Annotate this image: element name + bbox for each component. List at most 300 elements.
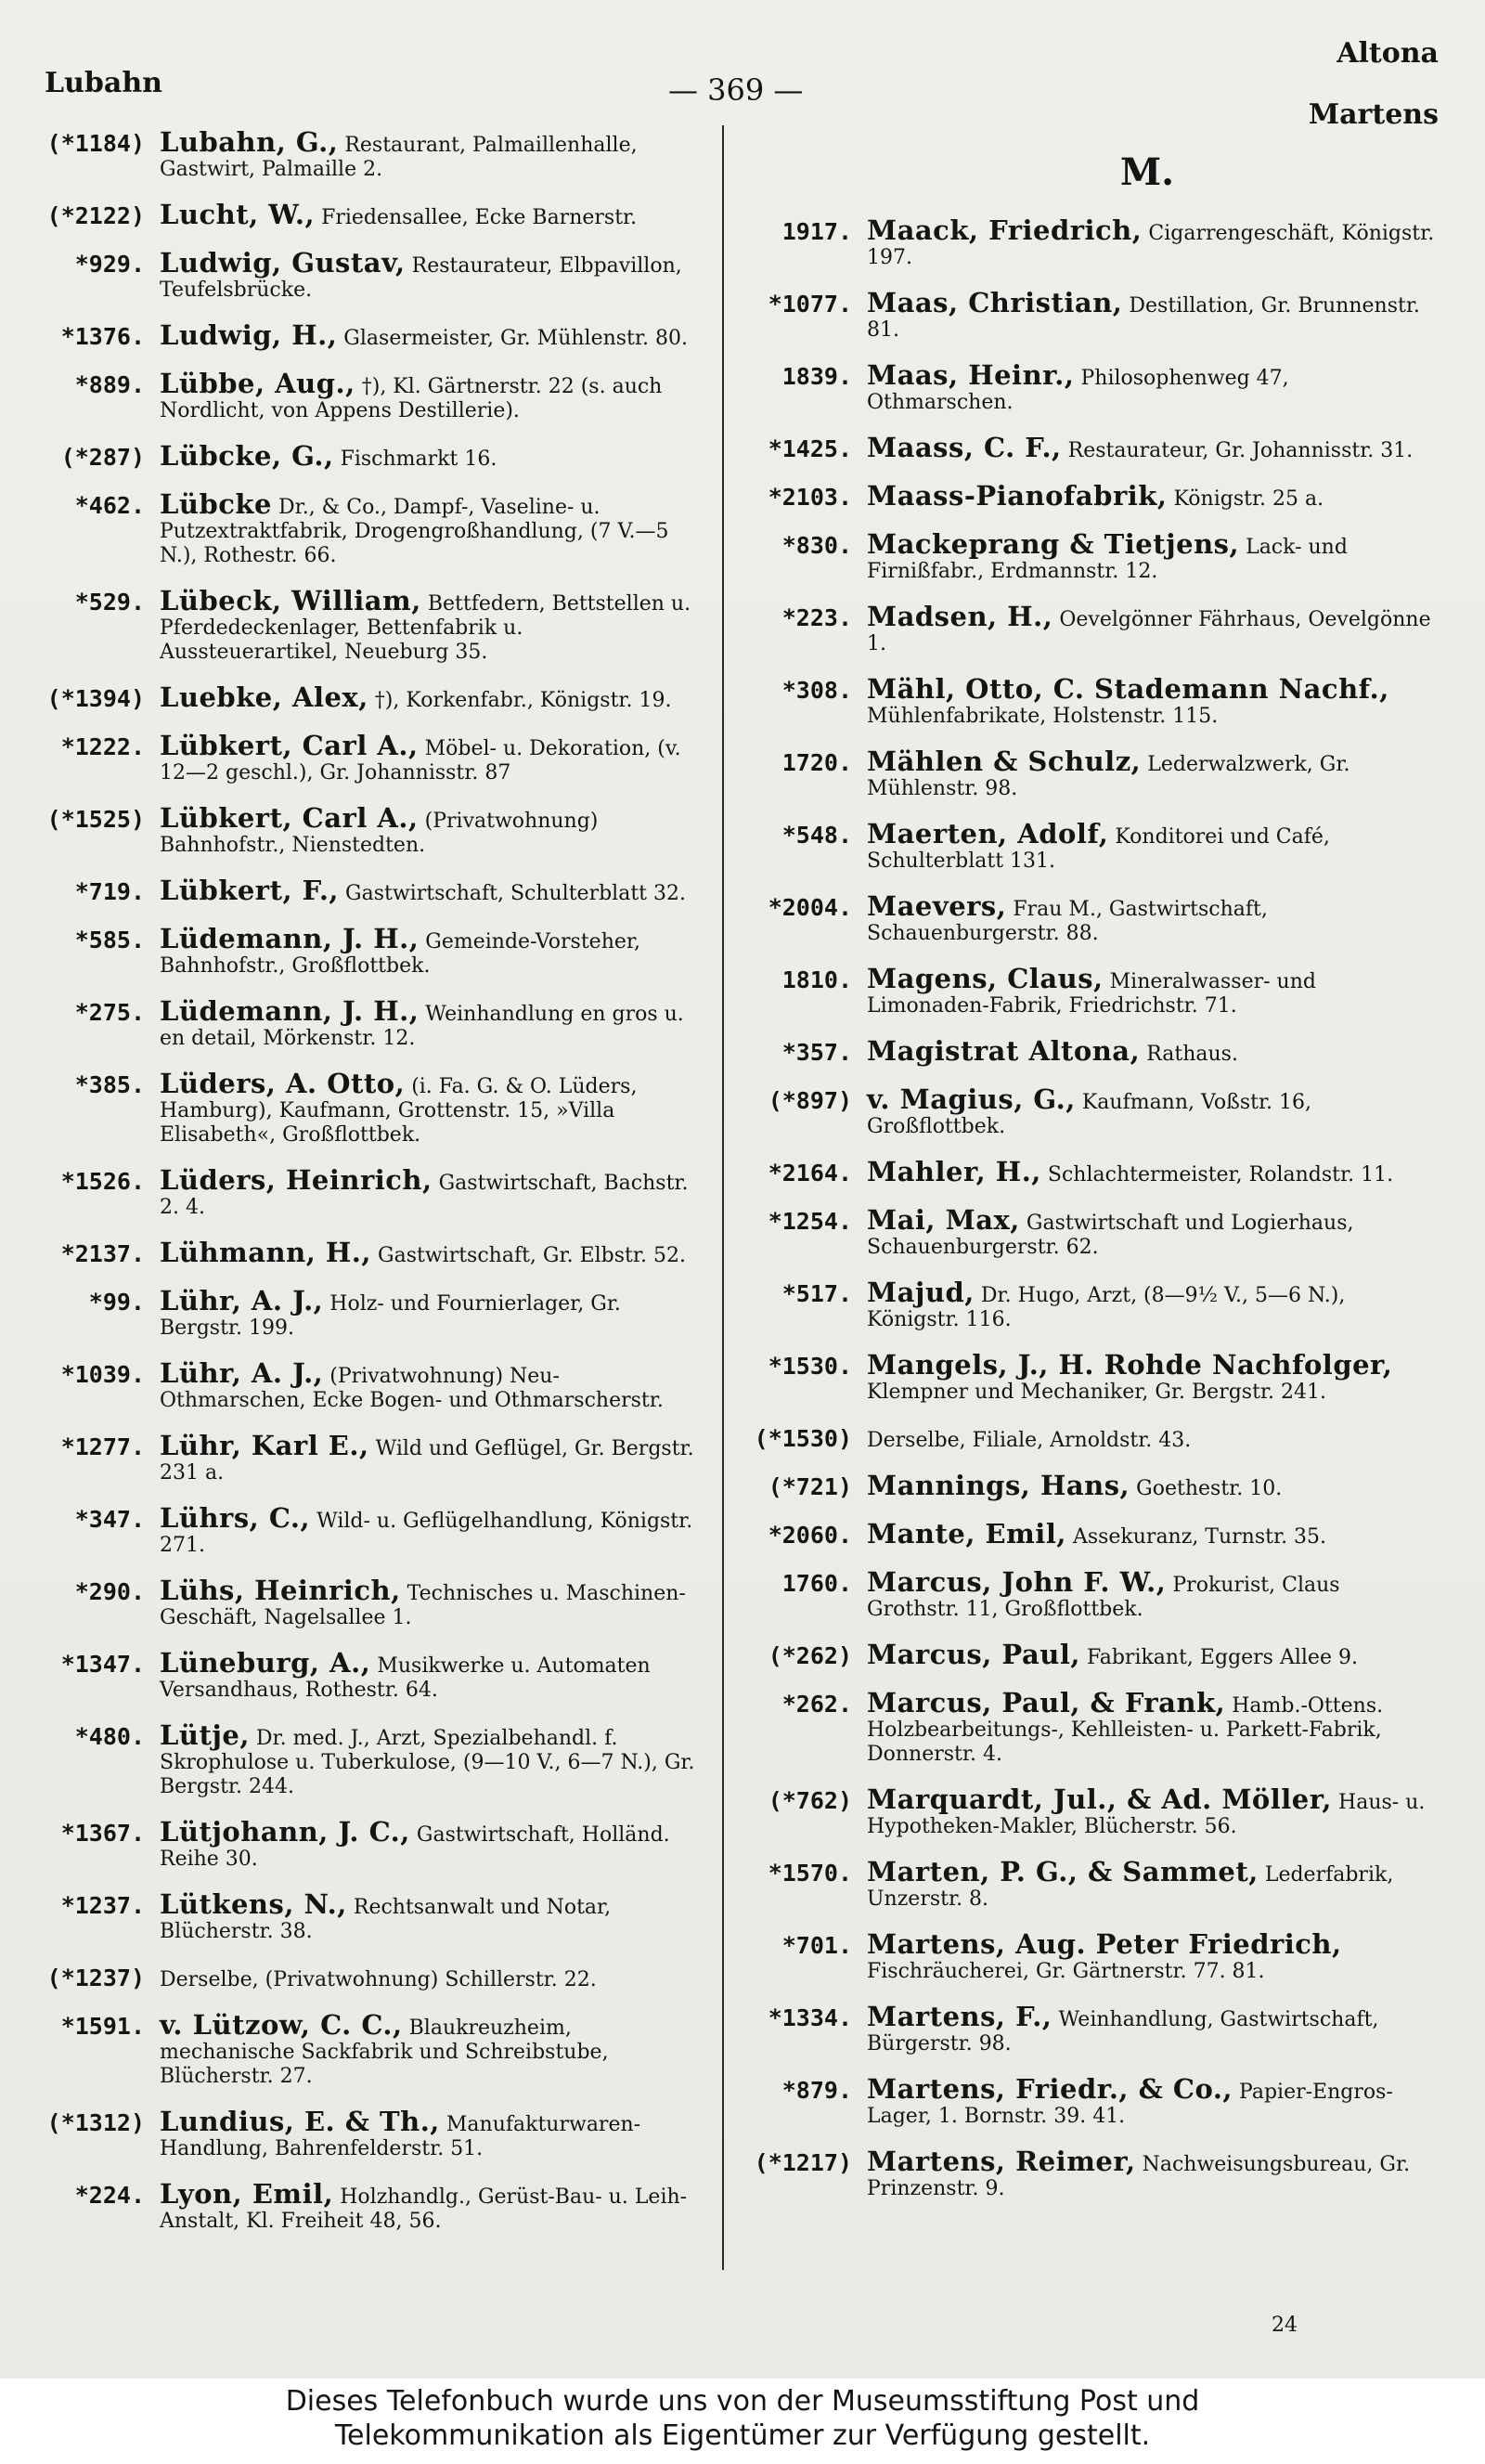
- entry-body: [160, 923, 700, 979]
- entry-body: [867, 214, 1435, 270]
- entry-name: Marten, P. G., & Sammet,: [867, 1856, 1259, 1887]
- directory-entry: [13, 1430, 700, 1485]
- entry-phone-number: (*897): [768, 1087, 852, 1114]
- entry-phone-number: (*262): [768, 1642, 852, 1669]
- entry-body: [160, 875, 700, 906]
- entry-phone-number: *548.: [781, 822, 852, 849]
- entry-phone-number: *1039.: [60, 1361, 145, 1388]
- entry-name: Lühs, Heinrich,: [160, 1575, 401, 1606]
- directory-entry: [13, 585, 700, 665]
- entry-name: Mante, Emil,: [867, 1518, 1066, 1550]
- entry-details: †), Kl. Gärtnerstr. 22 (s. auch Nordlicht, von Appens Destillerie).: [160, 375, 663, 422]
- entry-body: [867, 528, 1435, 584]
- directory-entry: [13, 1285, 700, 1341]
- entry-details: Lederfabrik, Unzerstr. 8.: [867, 1863, 1394, 1911]
- entry-name: Martens, F.,: [867, 2001, 1052, 2032]
- entry-body: [867, 2073, 1435, 2129]
- directory-entry: [720, 1566, 1435, 1622]
- entry-body: [160, 126, 700, 182]
- directory-entry: [720, 528, 1435, 584]
- entry-body: [160, 2106, 700, 2161]
- entry-name: Mangels, J., H. Rohde Nachfolger,: [867, 1349, 1393, 1381]
- directory-entry: [13, 1888, 700, 1944]
- entry-phone-number: *2103.: [768, 484, 852, 511]
- entry-details: Musikwerke u. Automaten Versandhaus, Rothestr. 64.: [160, 1654, 651, 1702]
- directory-entry: [13, 923, 700, 979]
- entry-phone-number: *889.: [74, 371, 145, 398]
- entry-name: Lubahn, G.,: [160, 126, 339, 158]
- entry-phone-number: *290.: [74, 1578, 145, 1605]
- entry-details: Mühlenfabrikate, Holstenstr. 115.: [867, 705, 1219, 728]
- entry-details: Holz- und Fournierlager, Gr. Bergstr. 199.: [160, 1292, 621, 1340]
- entry-body: [867, 287, 1435, 343]
- entry-name: Lucht, W.,: [160, 199, 316, 230]
- entry-phone-number: 1839.: [781, 363, 852, 390]
- entry-phone-number: *2060.: [768, 1522, 852, 1549]
- entry-phone-number: *1530.: [768, 1353, 852, 1380]
- entry-body: [867, 890, 1435, 946]
- entry-name: Martens, Reimer,: [867, 2146, 1136, 2177]
- entry-details: Technisches u. Maschinen-Geschäft, Nagelsallee 1.: [160, 1582, 686, 1629]
- entry-details: Lack- und Firnißfabr., Erdmannstr. 12.: [867, 536, 1348, 583]
- entry-details: Konditorei und Café, Schulterblatt 131.: [867, 825, 1330, 873]
- directory-entry: [720, 1639, 1435, 1670]
- entry-details: Rathaus.: [1146, 1043, 1238, 1066]
- directory-entry: [13, 2178, 700, 2234]
- entry-body: [160, 2178, 700, 2234]
- entry-body: [867, 1083, 1435, 1139]
- directory-entry: [720, 1083, 1435, 1139]
- entry-name: Lühr, A. J.,: [160, 1357, 324, 1389]
- entry-name: v. Lützow, C. C.,: [160, 2009, 403, 2041]
- entry-phone-number: *223.: [781, 604, 852, 631]
- entry-name: Lüdemann, J. H.,: [160, 995, 420, 1027]
- entry-details: Blaukreuzheim, mechanische Sackfabrik und Schreibstube, Blücherstr. 27.: [160, 2017, 609, 2088]
- entry-name: Marcus, John F. W.,: [867, 1566, 1167, 1598]
- directory-entry: [720, 818, 1435, 874]
- right-column-entries: [720, 214, 1435, 2201]
- entry-details: †), Korkenfabr., Königstr. 19.: [374, 689, 672, 712]
- entry-name: Lühr, A. J.,: [160, 1285, 324, 1316]
- entry-name: Lübkert, Carl A.,: [160, 730, 419, 761]
- entry-name: Marcus, Paul,: [867, 1639, 1080, 1670]
- directory-entry: [13, 368, 700, 423]
- entry-body: [867, 1687, 1435, 1767]
- directory-entry: [13, 802, 700, 858]
- directory-entry: [720, 1783, 1435, 1839]
- entry-details: Klempner und Mechaniker, Gr. Bergstr. 241.: [867, 1381, 1326, 1404]
- entry-phone-number: (*2122): [46, 202, 145, 229]
- entry-body: [160, 1430, 700, 1485]
- entry-name: Lundius, E. & Th.,: [160, 2106, 440, 2137]
- entry-name: Maas, Christian,: [867, 287, 1123, 318]
- entry-details: Restaurateur, Elbpavillon, Teufelsbrücke.: [160, 254, 682, 302]
- entry-body: [160, 199, 700, 230]
- entry-body: [160, 1816, 700, 1872]
- entry-phone-number: *1591.: [60, 2013, 145, 2040]
- entry-details: Mineralwasser- und Limonaden-Fabrik, Friedrichstr. 71.: [867, 970, 1316, 1018]
- entry-details: Papier-Engros-Lager, 1. Bornstr. 39. 41.: [867, 2081, 1393, 2128]
- entry-body: [867, 601, 1435, 656]
- entry-body: [160, 1164, 700, 1220]
- entry-body: [867, 1204, 1435, 1260]
- entry-details: Philosophenweg 47, Othmarschen.: [867, 367, 1289, 414]
- entry-name: Mannings, Hans,: [867, 1470, 1130, 1501]
- entry-name: Maas, Heinr.,: [867, 359, 1075, 391]
- entry-body: [160, 585, 700, 665]
- entry-details: Dr. med. J., Arzt, Spezialbehandl. f. Skrophulose u. Tuberkulose, (9—10 V., 6—7 N.), Gr. Bergstr. 244.: [160, 1727, 695, 1798]
- directory-entry: [720, 1425, 1435, 1453]
- directory-entry: [13, 2106, 700, 2161]
- directory-entry: [13, 1237, 700, 1268]
- entry-name: Mähl, Otto, C. Stademann Nachf.,: [867, 673, 1389, 705]
- entry-phone-number: *1570.: [768, 1860, 852, 1887]
- directory-entry: [720, 1856, 1435, 1912]
- header-right-city: Altona: [1336, 37, 1439, 70]
- entry-name: Lütje,: [160, 1719, 250, 1751]
- entry-phone-number: *2137.: [60, 1240, 145, 1267]
- entry-name: Magistrat Altona,: [867, 1035, 1141, 1067]
- entry-body: [160, 1237, 700, 1268]
- entry-details: Goethestr. 10.: [1136, 1477, 1283, 1500]
- entry-details: Wild- u. Geflügelhandlung, Königstr. 271.: [160, 1510, 693, 1557]
- entry-phone-number: *1347.: [60, 1651, 145, 1678]
- entry-body: [867, 963, 1435, 1018]
- entry-name: Lübcke, G.,: [160, 440, 334, 472]
- entry-body: [160, 440, 700, 472]
- entry-body: [867, 1639, 1435, 1670]
- entry-phone-number: *1277.: [60, 1433, 145, 1460]
- entry-phone-number: (*762): [768, 1787, 852, 1814]
- entry-body: [160, 319, 700, 351]
- directory-entry: [720, 601, 1435, 656]
- entry-body: [160, 488, 700, 568]
- entry-body: [160, 1285, 700, 1341]
- right-column: [720, 130, 1435, 2222]
- entry-body: [867, 673, 1435, 729]
- entry-details: Fischmarkt 16.: [340, 447, 497, 471]
- directory-entry: [13, 681, 700, 713]
- directory-entry: [13, 488, 700, 568]
- entry-name: Maevers,: [867, 890, 1007, 922]
- entry-phone-number: *2164.: [768, 1160, 852, 1187]
- footer-line-2: Telekommunikation als Eigentümer zur Verfügung gestellt.: [334, 2419, 1151, 2452]
- entry-name: Lühmann, H.,: [160, 1237, 371, 1268]
- entry-name: Lütkens, N.,: [160, 1888, 347, 1920]
- entry-name: Mahler, H.,: [867, 1156, 1041, 1187]
- entry-phone-number: *517.: [781, 1280, 852, 1307]
- entry-details: Restaurateur, Gr. Johannisstr. 31.: [1067, 439, 1414, 462]
- entry-details: Lederwalzwerk, Gr. Mühlenstr. 98.: [867, 753, 1350, 800]
- entry-name: Martens, Friedr., & Co.,: [867, 2073, 1233, 2105]
- entry-phone-number: *830.: [781, 532, 852, 559]
- entry-details: (Privatwohnung) Bahnhofstr., Nienstedten.: [160, 810, 599, 857]
- entry-name: Lübbe, Aug.,: [160, 368, 355, 399]
- entry-body: [160, 247, 700, 303]
- entry-body: [867, 1035, 1435, 1067]
- entry-details: Dr., & Co., Dampf-, Vaseline- u. Putzextraktfabrik, Drogengroßhandlung, (7 V.—5 N.), Rothestr. 66.: [160, 496, 669, 567]
- footer-line-1: Dieses Telefonbuch wurde uns von der Museumsstiftung Post und: [285, 2385, 1200, 2418]
- entry-details: Derselbe, (Privatwohnung) Schillerstr. 22.: [160, 1968, 597, 1991]
- entry-body: [160, 681, 700, 713]
- directory-entry: [13, 1816, 700, 1872]
- entry-body: [160, 1575, 700, 1630]
- entry-details: Manufakturwaren-Handlung, Bahrenfelderstr. 51.: [160, 2113, 641, 2160]
- entry-name: Marquardt, Jul., & Ad. Möller,: [867, 1783, 1333, 1815]
- entry-details: Hamb.-Ottens. Holzbearbeitungs-, Kehlleisten- u. Parkett-Fabrik, Donnerstr. 4.: [867, 1694, 1384, 1766]
- directory-entry: [13, 1357, 700, 1413]
- directory-entry: [13, 2009, 700, 2089]
- header-left-keyword: Lubahn: [45, 67, 162, 99]
- entry-details: Oevelgönner Fährhaus, Oevelgönne 1.: [867, 608, 1431, 655]
- entry-body: [160, 368, 700, 423]
- entry-name: Luebke, Alex,: [160, 681, 368, 713]
- directory-entry: [720, 2146, 1435, 2201]
- entry-name: Ludwig, H.,: [160, 319, 338, 351]
- entry-phone-number: (*1394): [46, 685, 145, 712]
- directory-entry: [13, 1068, 700, 1148]
- entry-name: Ludwig, Gustav,: [160, 247, 406, 279]
- entry-name: Maass-Pianofabrik,: [867, 480, 1168, 512]
- entry-body: [867, 1470, 1435, 1501]
- entry-details: (i. Fa. G. & O. Lüders, Hamburg), Kaufmann, Grottenstr. 15, »Villa Elisabeth«, Großflottbek.: [160, 1075, 638, 1147]
- entry-phone-number: *929.: [74, 251, 145, 278]
- entry-phone-number: 1810.: [781, 966, 852, 993]
- entry-name: Magens, Claus,: [867, 963, 1104, 994]
- attribution-footer: [0, 2379, 1485, 2464]
- directory-entry: [720, 480, 1435, 512]
- directory-entry: [13, 730, 700, 785]
- entry-phone-number: *1222.: [60, 733, 145, 760]
- entry-details: Weinhandlung, Gastwirtschaft, Bürgerstr. 98.: [867, 2008, 1379, 2055]
- entry-phone-number: *357.: [781, 1039, 852, 1066]
- entry-phone-number: *275.: [74, 999, 145, 1026]
- entry-details: Gastwirtschaft, Schulterblatt 32.: [345, 882, 686, 905]
- entry-details: Gemeinde-Vorsteher, Bahnhofstr., Großflottbek.: [160, 930, 640, 978]
- entry-name: Martens, Aug. Peter Friedrich,: [867, 1928, 1342, 1960]
- entry-body: [160, 802, 700, 858]
- entry-phone-number: (*287): [60, 444, 145, 471]
- entry-phone-number: (*721): [768, 1473, 852, 1500]
- entry-details: Friedensallee, Ecke Barnerstr.: [321, 206, 638, 229]
- directory-entry: [13, 995, 700, 1051]
- entry-body: [160, 1502, 700, 1558]
- entry-name: Lührs, C.,: [160, 1502, 311, 1534]
- entry-body: [160, 1647, 700, 1703]
- directory-entry: [720, 2001, 1435, 2056]
- entry-phone-number: *224.: [74, 2182, 145, 2209]
- entry-phone-number: 1760.: [781, 1570, 852, 1597]
- entry-details: Fischräucherei, Gr. Gärtnerstr. 77. 81.: [867, 1960, 1265, 1983]
- entry-details: Rechtsanwalt und Notar, Blücherstr. 38.: [160, 1896, 612, 1943]
- entry-phone-number: *1254.: [768, 1208, 852, 1235]
- directory-entry: [720, 746, 1435, 801]
- directory-entry: [720, 1349, 1435, 1405]
- entry-details: Gastwirtschaft, Gr. Elbstr. 52.: [378, 1244, 686, 1267]
- entry-phone-number: *701.: [781, 1932, 852, 1959]
- entry-phone-number: *1367.: [60, 1820, 145, 1847]
- directory-entry: [720, 1204, 1435, 1260]
- entry-details: Derselbe, Filiale, Arnoldstr. 43.: [867, 1429, 1192, 1452]
- entry-name: Madsen, H.,: [867, 601, 1053, 632]
- entry-body: [867, 746, 1435, 801]
- entry-phone-number: *1376.: [60, 323, 145, 350]
- entry-name: Lübkert, F.,: [160, 875, 340, 906]
- page-footer-number: 24: [1272, 2314, 1298, 2337]
- entry-phone-number: *99.: [88, 1289, 145, 1316]
- entry-details: Holzhandlg., Gerüst-Bau- u. Leih-Anstalt, Kl. Freiheit 48, 56.: [160, 2185, 688, 2233]
- directory-entry: [720, 1035, 1435, 1067]
- entry-name: Lütjohann, J. C.,: [160, 1816, 410, 1848]
- entry-name: Maack, Friedrich,: [867, 214, 1143, 246]
- entry-name: Lüdemann, J. H.,: [160, 923, 420, 954]
- entry-details: Nachweisungsbureau, Gr. Prinzenstr. 9.: [867, 2153, 1411, 2200]
- directory-entry: [720, 1156, 1435, 1187]
- header-right-keyword: Martens: [1308, 98, 1439, 131]
- entry-body: [867, 818, 1435, 874]
- entry-phone-number: *1077.: [768, 291, 852, 318]
- left-column: [13, 126, 700, 2254]
- entry-name: Lübkert, Carl A.,: [160, 802, 419, 834]
- entry-phone-number: *1237.: [60, 1892, 145, 1919]
- directory-entry: [720, 432, 1435, 463]
- directory-entry: [720, 890, 1435, 946]
- entry-phone-number: *2004.: [768, 894, 852, 921]
- entry-phone-number: *1425.: [768, 435, 852, 462]
- entry-details: Bettfedern, Bettstellen u. Pferdedeckenlager, Bettenfabrik u. Aussteuerartikel, Neueburg 35.: [160, 592, 691, 664]
- entry-name: Majud,: [867, 1277, 975, 1308]
- entry-name: Lübeck, William,: [160, 585, 421, 616]
- entry-phone-number: *585.: [74, 927, 145, 953]
- entry-phone-number: *480.: [74, 1723, 145, 1750]
- entry-body: [867, 2001, 1435, 2056]
- entry-body: [867, 1518, 1435, 1550]
- entry-details: Weinhandlung en gros u. en detail, Mörkenstr. 12.: [160, 1003, 684, 1050]
- entry-details: Gastwirtschaft, Bachstr. 2. 4.: [160, 1172, 689, 1219]
- entry-details: Assekuranz, Turnstr. 35.: [1072, 1525, 1327, 1549]
- entry-phone-number: (*1237): [46, 1965, 145, 1991]
- entry-body: [867, 1783, 1435, 1839]
- entry-details: Cigarrengeschäft, Königstr. 197.: [867, 222, 1435, 269]
- entry-name: Maerten, Adolf,: [867, 818, 1109, 849]
- entry-phone-number: *308.: [781, 677, 852, 704]
- entry-details: Möbel- u. Dekoration, (v. 12—2 geschl.), Gr. Johannisstr. 87: [160, 737, 681, 785]
- entry-phone-number: *1334.: [768, 2004, 852, 2031]
- entry-phone-number: *529.: [74, 589, 145, 616]
- entry-phone-number: 1917.: [781, 218, 852, 245]
- entry-name: Lüders, A. Otto,: [160, 1068, 406, 1099]
- entry-body: [867, 432, 1435, 463]
- entry-name: Lyon, Emil,: [160, 2178, 334, 2210]
- directory-entry: [13, 247, 700, 303]
- entry-phone-number: (*1530): [754, 1425, 852, 1452]
- entry-phone-number: *1526.: [60, 1168, 145, 1195]
- entry-details: Haus- u. Hypotheken-Makler, Blücherstr. 56.: [867, 1791, 1426, 1838]
- directory-entry: [720, 214, 1435, 270]
- entry-body: [867, 1425, 1435, 1453]
- directory-entry: [720, 287, 1435, 343]
- entry-body: [867, 359, 1435, 415]
- entry-details: Königstr. 25 a.: [1173, 487, 1324, 511]
- directory-entry: [13, 1575, 700, 1630]
- entry-details: Wild und Geflügel, Gr. Bergstr. 231 a.: [160, 1437, 694, 1485]
- entry-name: Lüneburg, A.,: [160, 1647, 371, 1679]
- entry-details: Destillation, Gr. Brunnenstr. 81.: [867, 294, 1420, 342]
- entry-body: [160, 1888, 700, 1944]
- entry-phone-number: (*1525): [46, 806, 145, 833]
- entry-phone-number: (*1217): [754, 2149, 852, 2176]
- directory-entry: [720, 1928, 1435, 1984]
- entry-body: [160, 2009, 700, 2089]
- entry-name: Maass, C. F.,: [867, 432, 1062, 463]
- entry-body: [160, 730, 700, 785]
- directory-entry: [720, 673, 1435, 729]
- entry-body: [867, 1928, 1435, 1984]
- directory-entry: [13, 440, 700, 472]
- directory-entry: [720, 1277, 1435, 1332]
- entry-body: [160, 1068, 700, 1148]
- entry-details: Fabrikant, Eggers Allee 9.: [1086, 1646, 1358, 1669]
- entry-name: Mählen & Schulz,: [867, 746, 1142, 777]
- directory-entry: [13, 126, 700, 182]
- directory-entry: [720, 1470, 1435, 1501]
- entry-body: [160, 1965, 700, 1992]
- entry-details: Prokurist, Claus Grothstr. 11, Großflottbek.: [867, 1574, 1340, 1621]
- directory-entry: [13, 1164, 700, 1220]
- directory-entry: [720, 1687, 1435, 1767]
- directory-entry: [13, 199, 700, 230]
- entry-phone-number: 1720.: [781, 749, 852, 776]
- directory-entry: [13, 1719, 700, 1799]
- entry-body: [160, 995, 700, 1051]
- directory-entry: [13, 1647, 700, 1703]
- entry-details: Dr. Hugo, Arzt, (8—9½ V., 5—6 N.), Königstr. 116.: [867, 1284, 1346, 1331]
- entry-details: Restaurant, Palmaillenhalle, Gastwirt, Palmaille 2.: [160, 134, 638, 181]
- entry-name: Mai, Max,: [867, 1204, 1020, 1236]
- directory-entry: [13, 1965, 700, 1992]
- directory-entry: [13, 875, 700, 906]
- entry-phone-number: *385.: [74, 1071, 145, 1098]
- entry-details: Glasermeister, Gr. Mühlenstr. 80.: [343, 327, 688, 350]
- entry-body: [867, 1856, 1435, 1912]
- entry-body: [160, 1719, 700, 1799]
- entry-details: Schlachtermeister, Rolandstr. 11.: [1047, 1163, 1394, 1187]
- entry-body: [160, 1357, 700, 1413]
- entry-name: Mackeprang & Tietjens,: [867, 528, 1240, 560]
- entry-phone-number: *719.: [74, 878, 145, 905]
- entry-body: [867, 1277, 1435, 1332]
- entry-body: [867, 1156, 1435, 1187]
- entry-details: (Privatwohnung) Neu-Othmarschen, Ecke Bogen- und Othmarscherstr.: [160, 1365, 664, 1412]
- entry-body: [867, 480, 1435, 512]
- entry-body: [867, 1566, 1435, 1622]
- entry-name: Lübcke: [160, 488, 272, 520]
- entry-name: v. Magius, G.,: [867, 1083, 1076, 1115]
- entry-details: Kaufmann, Voßstr. 16, Großflottbek.: [867, 1091, 1312, 1138]
- entry-phone-number: (*1184): [46, 130, 145, 157]
- directory-entry: [13, 1502, 700, 1558]
- section-letter: M.: [1119, 150, 1175, 194]
- entry-details: Gastwirtschaft, Holländ. Reihe 30.: [160, 1823, 670, 1871]
- directory-entry: [720, 963, 1435, 1018]
- header-page-number: — 369 —: [668, 72, 804, 108]
- entry-name: Lühr, Karl E.,: [160, 1430, 369, 1461]
- entry-phone-number: *462.: [74, 492, 145, 519]
- entry-phone-number: (*1312): [46, 2109, 145, 2136]
- entry-details: Frau M., Gastwirtschaft, Schauenburgerstr. 88.: [867, 898, 1268, 945]
- directory-entry: [720, 359, 1435, 415]
- entry-body: [867, 2146, 1435, 2201]
